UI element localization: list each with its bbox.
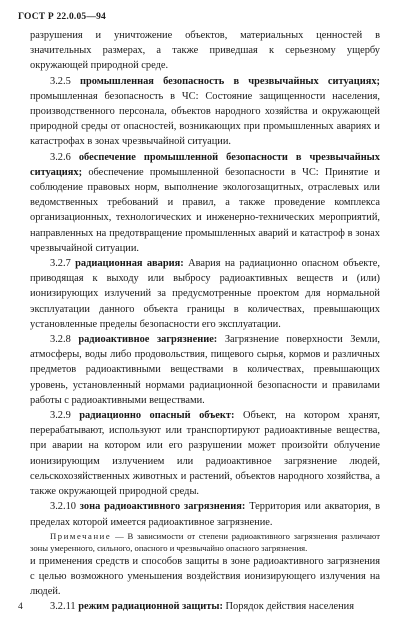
note-label: Примечание <box>50 530 112 541</box>
term: режим радиационной защиты: <box>78 601 223 613</box>
definition: Территория или акватория, в пределах которой имеется радиоактивное загрязнение. <box>30 501 380 528</box>
paragraph-3-2-7 <box>30 256 380 332</box>
definition: Загрязнение поверхности Земли, атмосферы, воды либо продовольствия, пищевого сырья, кормов и различных предметов радиоактивными веществами в количествах, превышающих уровень, установленный нормами радиационной безопасности и правилами работы с радиоактивными веществами. <box>30 334 381 406</box>
document-header: ГОСТ Р 22.0.05—94 <box>18 12 106 22</box>
note <box>30 530 380 554</box>
clause-number: 3.2.5 <box>50 75 71 87</box>
definition: обеспечение промышленной безопасности в ЧС: Принятие и соблюдение правовых норм, выполнение экологозащитных, отраслевых или ведомственных требований и правил, а также проведение комплекса организационных, технологических и инженерно-технических мероприятий, направленных на предотвращение промышленных аварий и катастроф в зонах чрезвычайной ситуации. <box>30 166 380 254</box>
term: радиационная авария: <box>75 258 184 270</box>
clause-number: 3.2.11 <box>50 601 76 613</box>
paragraph-3-2-11 <box>30 599 380 614</box>
clause-number: 3.2.6 <box>50 151 71 163</box>
paragraph-3-2-5 <box>30 74 380 150</box>
term: зона радиоактивного загрязнения: <box>79 501 246 513</box>
term: радиационно опасный объект: <box>79 410 235 422</box>
paragraph-3-2-8 <box>30 332 380 408</box>
definition: Авария на радиационно опасном объекте, приводящая к выходу или выбросу радиоактивных веществ и (или) ионизирующих излучений за предусмотренные проектом для нормальной эксплуатации данного объекта границы в количествах, превышающих установленные пределы безопасности его эксплуатации. <box>30 258 380 330</box>
term: промышленная безопасность в чрезвычайных ситуациях; <box>79 75 380 87</box>
paragraph-continuation-2: и применения средств и способов защиты в зоне радиоактивного загрязнения с целью возможного уменьшения воздействия ионизирующего излучения на людей. <box>30 555 380 598</box>
paragraph-3-2-6 <box>30 150 380 256</box>
definition: Объект, на котором хранят, перерабатывают, используют или транспортируют радиоактивные вещества, при аварии на котором или его разрушении может произойти облучение ионизирующим излучением или радиоактивное загрязнение людей, сельскохозяйственных животных и растений, объектов народного хозяйства, а также окружающей природной среды. <box>30 410 380 498</box>
paragraph-3-2-10 <box>30 499 380 529</box>
clause-number: 3.2.9 <box>50 410 71 422</box>
term: радиоактивное загрязнение: <box>78 334 218 346</box>
definition: промышленная безопасность в ЧС: Состояние защищенности населения, производственного персонала, объектов народного хозяйства и окружающей природной среды от опасностей, возникающих при промышленных авариях и катастрофах в зонах чрезвычайной ситуации. <box>30 90 380 148</box>
paragraph-continuation: разрушения и уничтожение объектов, материальных ценностей в значительных размерах, а также приведшая к серьезному ущербу окружающей природной среде. <box>30 30 380 72</box>
definition: Порядок действия населения <box>225 601 355 613</box>
page-number: 4 <box>18 602 23 612</box>
term: обеспечение промышленной безопасности в чрезвычайных ситуациях; <box>30 151 380 178</box>
paragraph-3-2-9 <box>30 408 380 499</box>
clause-number: 3.2.10 <box>50 501 76 513</box>
clause-number: 3.2.8 <box>50 334 71 346</box>
document-body <box>30 28 380 615</box>
clause-number: 3.2.7 <box>50 258 71 270</box>
note-text: — В зависимости от степени радиоактивного загрязнения различают зоны умеренного, сильного, опасного и чрезвычайно опасного загрязнения. <box>30 530 380 553</box>
